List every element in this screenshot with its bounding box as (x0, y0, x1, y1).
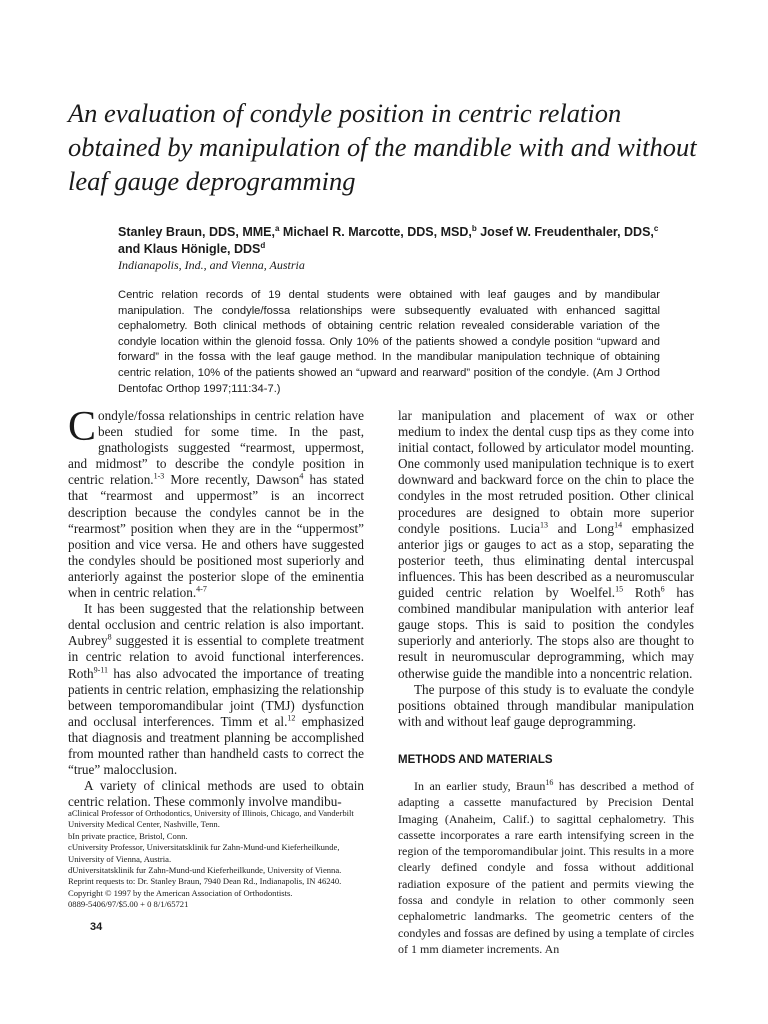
abstract: Centric relation records of 19 dental students were obtained with leaf gauges and by mandibular manipulation. The condyle/fossa relationships were subsequently evaluated with enhanced sagittal cephalometry. Both clinical methods of obtaining centric relation revealed considerable variation of the condyle location within the glenoid fossa. Only 10% of the patients showed a condyle position “upward and forward” in the fossa with the leaf gauge method. In the mandibular manipulation technique of obtaining centric relation, 10% of the patients showed an “upward and rearward” position of the condyle. (Am J Orthod Dentofac Orthop 1997;111:34-7.) (118, 289, 660, 395)
author-line-1 (118, 224, 718, 241)
intro-paragraph-4: lar manipulation and placement of wax or other medium to index the dental cusp tips as they come into initial contact, followed by articulator model mounting. One commonly used manipulation technique is to exert downward and backward force on the chin to place the condyles in the most retruded position. Other clinical procedures are designed to obtain more superior condyle positions. Lucia$^{13}$ and Long$^{14}$ emphasized anterior jigs or gauges to act as a stop, separating the posterior teeth, thus eliminating dental intercuspal influences. This has been described as a neuromuscular guided centric relation by Woelfel.$^{15}$ Roth$^6$ has combined mandibular manipulation with anterior leaf gauge stops. This is said to position the condyles superiorly and anteriorly. The stops also are thought to result in neuromuscular deprogramming, which may otherwise guide the mandible into a noncentric relation. (398, 408, 694, 681)
author-freudenthaler: Josef W. Freudenthaler, DDS, (480, 225, 654, 239)
footnote: Reprint requests to: Dr. Stanley Braun, 7940 Dean Rd., Indianapolis, IN 46240. (68, 876, 342, 887)
author-line-2 (118, 241, 718, 258)
author-honigle: and Klaus Hönigle, DDS (118, 242, 261, 256)
purpose-paragraph: The purpose of this study is to evaluate the condyle positions obtained through mandibular manipulation with and without leaf gauge deprogramming. (398, 681, 694, 729)
article-title: An evaluation of condyle position in centric relation obtained by manipulation of the mandible with and without leaf gauge deprogramming (68, 98, 697, 196)
affil-sup-b: b (471, 223, 477, 233)
footnote: bIn private practice, Bristol, Conn. (68, 830, 188, 841)
page-number: 34 (90, 921, 103, 933)
author-marcotte: Michael R. Marcotte, DDS, MSD, (282, 225, 472, 239)
drop-cap: C (68, 404, 97, 450)
section-heading-methods: METHODS AND MATERIALS (398, 753, 553, 766)
footnote: Copyright © 1997 by the American Association of Orthodontists. (68, 887, 293, 898)
intro-paragraph-3: A variety of clinical methods are used to obtain centric relation. These commonly involve mandibu- (68, 778, 364, 810)
body-left-column (68, 404, 364, 810)
affil-sup-a: a (274, 223, 280, 233)
affil-sup-c: c (653, 223, 659, 233)
author-list (118, 224, 718, 258)
footnote: 0889-5406/97/$5.00 + 0 8/1/65721 (68, 899, 189, 910)
intro-paragraph-1: Condyle/fossa relationships in centric relation have been studied for some time. In the past, gnathologists suggested “rearmost, uppermost, and midmost” to describe the condyle position in centric relation.$^{1-3}$ More recently, Dawson$^4$ has stated that “rearmost and uppermost” is an incorrect description because the condyles cannot be in the “rearmost” position when they are in the “uppermost” position and vice versa. He and others have suggested the condyles should be positioned most superiorly and anteriorly against the posterior slope of the eminentia when in centric relation.$^{4-7}$ (68, 404, 364, 601)
methods-text (398, 778, 694, 957)
footnotes (68, 808, 368, 911)
affil-sup-d: d (260, 240, 266, 250)
footnote: dUniversitatsklinik fur Zahn-Mund-und Kieferheilkunde, University of Vienna. (68, 865, 342, 876)
author-location: Indianapolis, Ind., and Vienna, Austria (118, 258, 305, 272)
body-right-column (398, 408, 694, 957)
footnote: cUniversity Professor, Universitatsklinik fur Zahn-Mund-und Kieferheilkunde, University of Vienna, Austria. (68, 842, 340, 864)
methods-paragraph-1: In an earlier study, Braun$^{16}$ has described a method of adapting a cassette manufactured by Precision Dental Imaging (Anaheim, Calif.) to sagittal cephalometry. This cassette incorporates a rare earth intensifying screen in the region of the temporomandibular joint. This results in a more clearly defined condyle and fossa without additional radiation exposure of the patient and permits viewing the fossa and condyle in relation to other commonly seen cephalometric landmarks. The geometric centers of the condyles and fossas are defined by using a template of circles of 1 mm diameter increments. An (398, 777, 694, 956)
footnote: aClinical Professor of Orthodontics, University of Illinois, Chicago, and Vanderbilt University Medical Center, Nashville, Tenn. (68, 808, 354, 830)
intro-paragraph-2: It has been suggested that the relationship between dental occlusion and centric relation is also important. Aubrey$^8$ suggested it is essential to complete treatment in centric relation to avoid functional interferences. Roth$^{9-11}$ has also advocated the importance of treating patients in centric relation, emphasizing the relationship between temporomandibular joint (TMJ) dysfunction and occlusal interferences. Timm et al.$^{12}$ emphasized that diagnosis and treatment planning be accomplished from mounted rather than handheld casts to correct the “true” malocclusion. (68, 601, 364, 778)
author-braun: Stanley Braun, DDS, MME, (118, 225, 275, 239)
